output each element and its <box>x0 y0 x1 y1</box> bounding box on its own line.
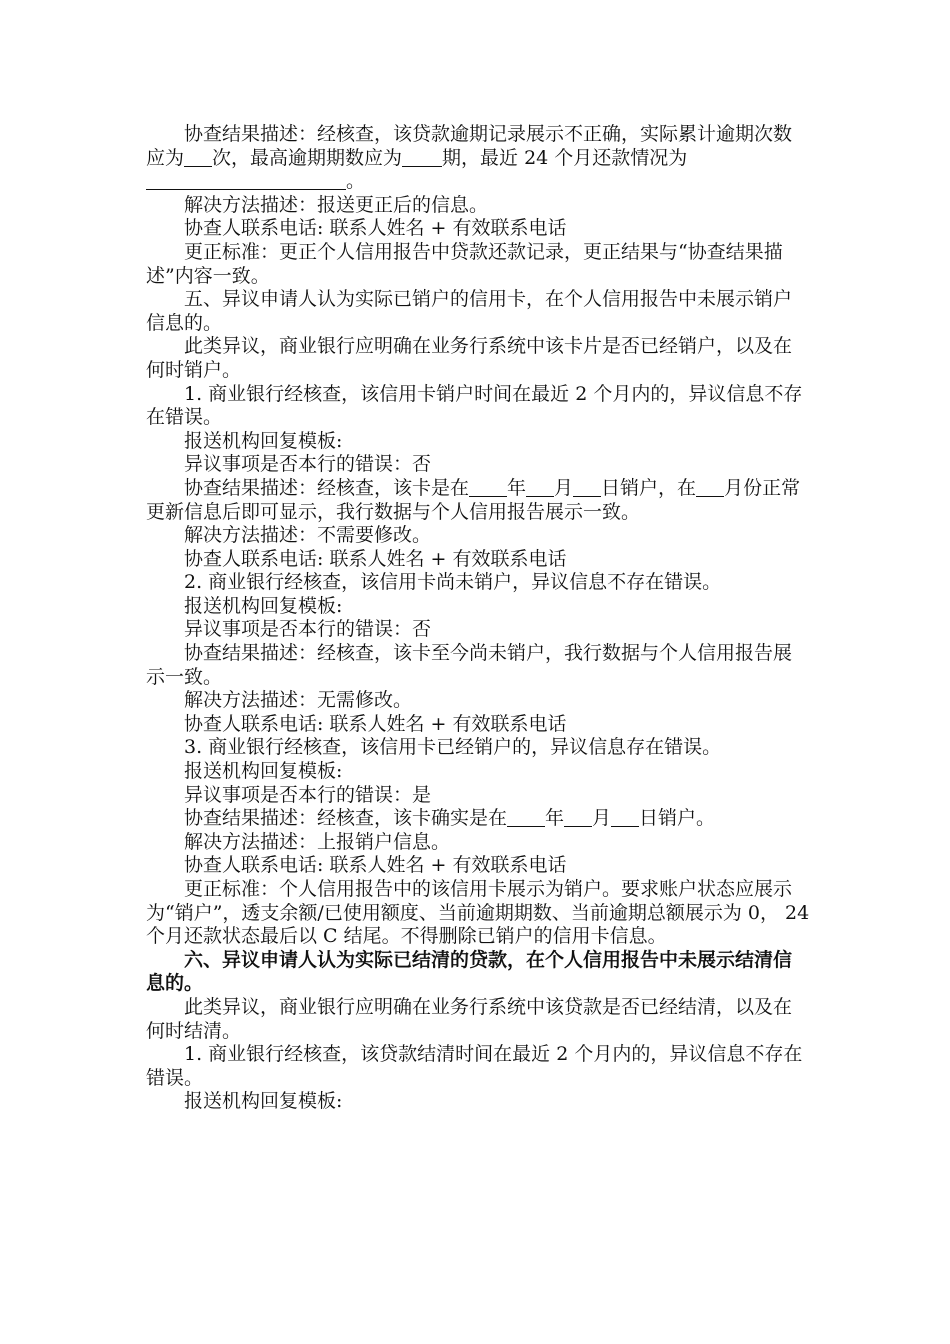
paragraph: 协查结果描述：经核查，该卡至今尚未销户，我行数据与个人信用报告展示一致。 <box>146 642 793 688</box>
paragraph: 异议事项是否本行的错误：否 <box>184 618 432 641</box>
paragraph: 报送机构回复模板: <box>184 429 343 452</box>
paragraph: 1. 商业银行经核查，该信用卡销户时间在最近 2 个月内的，异议信息不存在错误。 <box>146 382 803 429</box>
paragraph-result-overdue: 协查结果描述：经核查，该贷款逾期记录展示不正确，实际累计逾期次数应为 次，最高逾期期数应为 期，最近 24 个月还款情况为。 <box>146 123 793 193</box>
blank-field <box>564 808 592 827</box>
paragraph: 协查人联系电话: 联系人姓名 + 有效联系电话 <box>184 712 567 735</box>
paragraph: 3. 商业银行经核查，该信用卡已经销户的，异议信息存在错误。 <box>184 736 722 759</box>
blank-field <box>507 808 545 827</box>
blank-field <box>402 148 442 167</box>
paragraph: 异议事项是否本行的错误：是 <box>184 783 432 806</box>
paragraph: 报送机构回复模板: <box>184 760 343 783</box>
paragraph: 此类异议，商业银行应明确在业务行系统中该卡片是否已经销户，以及在何时销户。 <box>146 335 793 381</box>
paragraph: 解决方法描述：报送更正后的信息。 <box>184 193 489 216</box>
paragraph: 报送机构回复模板: <box>184 1090 343 1113</box>
blank-field <box>146 171 346 190</box>
paragraph: 报送机构回复模板: <box>184 594 343 617</box>
paragraph-result-closed-confirmed: 协查结果描述：经核查，该卡确实是在 年 月 日销户。 <box>184 807 716 830</box>
paragraph: 更正标准：个人信用报告中的该信用卡展示为销户。要求账户状态应展示为“销户”，透支余额/已使用额度、当前逾期期数、当前逾期总额展示为 0， 24 个月还款状态最后以 C 结尾。不得删除已销户的信用卡信息。 <box>146 878 810 948</box>
paragraph: 协查人联系电话: 联系人姓名 + 有效联系电话 <box>184 547 567 570</box>
document-body <box>146 123 810 1114</box>
paragraph: 1. 商业银行经核查，该贷款结清时间在最近 2 个月内的，异议信息不存在错误。 <box>146 1043 803 1089</box>
section-heading-5: 五、异议申请人认为实际已销户的信用卡，在个人信用报告中未展示销户信息的。 <box>146 288 793 334</box>
paragraph: 解决方法描述：无需修改。 <box>184 689 413 712</box>
blank-field <box>611 808 639 827</box>
blank-field <box>184 148 212 167</box>
paragraph: 解决方法描述：上报销户信息。 <box>184 830 451 853</box>
paragraph: 解决方法描述：不需要修改。 <box>184 524 432 547</box>
paragraph: 协查人联系电话: 联系人姓名 + 有效联系电话 <box>184 854 567 877</box>
paragraph: 协查人联系电话: 联系人姓名 + 有效联系电话 <box>184 217 567 240</box>
blank-field <box>696 478 724 497</box>
paragraph: 此类异议，商业银行应明确在业务行系统中该贷款是否已经结清，以及在何时结清。 <box>146 995 793 1042</box>
paragraph: 2. 商业银行经核查，该信用卡尚未销户，异议信息不存在错误。 <box>184 571 722 594</box>
paragraph-result-closed-date: 协查结果描述：经核查，该卡是在 年 月 日销户，在 月份正常更新信息后即可显示，我行数据与个人信用报告展示一致。 <box>146 476 801 523</box>
paragraph: 异议事项是否本行的错误：否 <box>184 453 432 476</box>
paragraph: 更正标准：更正个人信用报告中贷款还款记录，更正结果与“协查结果描述”内容一致。 <box>146 240 783 287</box>
section-heading-6: 六、异议申请人认为实际已结清的贷款，在个人信用报告中未展示结清信息的。 <box>146 948 793 995</box>
blank-field <box>469 478 507 497</box>
blank-field <box>526 478 554 497</box>
blank-field <box>573 478 601 497</box>
